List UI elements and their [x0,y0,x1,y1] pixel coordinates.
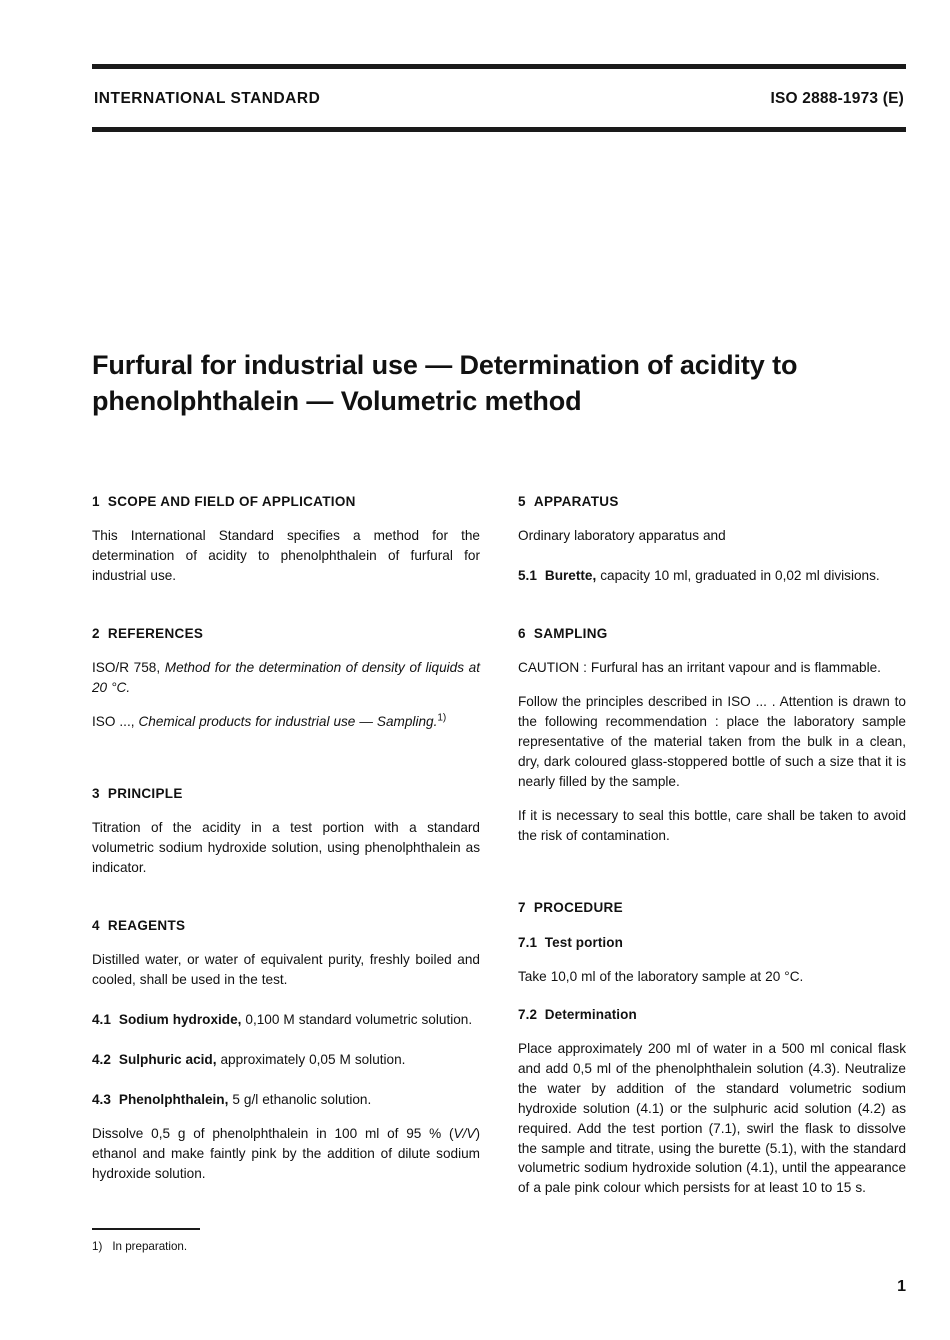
subsection-7-2-text: Place approximately 200 ml of water in a 500 ml conical flask and add 0,5 ml of the phenolphthalein solution (4.3). Neutralize the water by addition of the standard volumetric sodium hydroxide solution (4.1) or the sulphuric acid solution (4.2) as required. Add the test portion (7.1), swirl the flask to dissolve the sample and titrate, using the burette (5.1), with the standard volumetric sodium hydroxide solution (4.1), until the appearance of a pale pink colour which persists for at least 10 to 15 s. [518,1040,906,1196]
body-columns [92,494,906,1198]
page-title [92,348,832,420]
apparatus-5-1 [518,566,906,586]
reagent-4-3-number: 4.3 [92,1091,111,1107]
footnote-1-marker: 1) [92,1239,103,1253]
section-2-heading [92,626,480,641]
section-6-heading [518,626,906,641]
subsection-7-1-title: Test portion [544,934,623,950]
reference-1-code: ISO/R 758, [92,659,165,675]
reagent-4-3-text: 5 g/l ethanolic solution. [228,1091,372,1107]
section-5-intro: Ordinary laboratory apparatus and [518,528,726,543]
section-1-title: SCOPE AND FIELD OF APPLICATION [107,494,356,509]
reagent-4-3-label: Phenolphthalein, [118,1091,229,1107]
section-7-number: 7 [518,899,526,915]
standard-reference-number: ISO 2888-1973 (E) [770,90,904,107]
header-row [92,69,906,127]
section-7-title: PROCEDURE [533,899,623,915]
section-1-heading [92,494,480,509]
header-rule-bottom [92,127,906,132]
section-2-number: 2 [92,625,100,641]
section-5-heading [518,494,906,509]
section-3-title: PRINCIPLE [107,785,183,801]
reference-2-title: Chemical products for industrial use — Sampling. [138,713,438,729]
reagent-4-1-text: 0,100 M standard volumetric solution. [241,1011,473,1027]
subsection-7-1-heading [518,935,906,950]
reagent-4-2-label: Sulphuric acid, [118,1051,217,1067]
reagent-4-1 [92,1010,480,1030]
apparatus-5-1-text: capacity 10 ml, graduated in 0,02 ml divisions. [596,567,880,583]
section-6-title: SAMPLING [533,625,608,641]
reference-item-2 [92,712,480,732]
section-4-intro: Distilled water, or water of equivalent purity, freshly boiled and cooled, shall be used in the test. [92,951,480,987]
reference-item-1 [92,658,480,698]
section-1-paragraph: This International Standard specifies a method for the determination of acidity to phenolphthalein of furfural for industrial use. [92,528,480,583]
section-7-heading [518,900,906,915]
section-3-number: 3 [92,785,100,801]
section-4-number: 4 [92,917,100,933]
section-6-number: 6 [518,625,526,641]
section-3-heading [92,786,480,801]
reagent-4-2 [92,1050,480,1070]
left-column [92,494,480,1198]
page-title-line-2: phenolphthalein — Volumetric method [92,385,582,416]
section-4-title: REAGENTS [107,917,186,933]
standard-type-label: INTERNATIONAL STANDARD [94,90,321,107]
reference-1-title: Method for the determination of density of liquids at 20 °C. [92,659,480,695]
subsection-7-2-number: 7.2 [518,1006,538,1022]
footnote-block [92,1228,492,1254]
section-3-paragraph: Titration of the acidity in a test portion with a standard volumetric sodium hydroxide solution, using phenolphthalein as indicator. [92,819,480,875]
reagent-4-3-procedure-b: ) ethanol and make faintly pink by the addition of dilute sodium hydroxide solution. [92,1125,480,1181]
page-header [92,64,906,132]
footnote-marker-ref: 1) [437,712,447,724]
page-number: 1 [897,1278,906,1295]
subsection-7-2-title: Determination [544,1006,637,1022]
footnote-separator-rule [92,1228,200,1230]
apparatus-5-1-number: 5.1 [518,567,537,583]
subsection-7-1-number: 7.1 [518,934,538,950]
subsection-7-1-text: Take 10,0 ml of the laboratory sample at 20 °C. [518,968,804,984]
reagent-4-3-procedure-a: Dissolve 0,5 g of phenolphthalein in 100 ml of 95 % ( [92,1125,454,1141]
section-5-title: APPARATUS [533,494,619,509]
footnote-1 [92,1239,492,1254]
caution-note: CAUTION : Furfural has an irritant vapour and is flammable. [518,659,881,675]
section-2-title: REFERENCES [107,625,204,641]
section-6-paragraph-1: Follow the principles described in ISO ... . Attention is drawn to the following recommendation : place the laboratory sample representative of the material taken from the bulk in a clean, dry, dark coloured glass-stoppered bottle of such a size that it is nearly filled by the sample. [518,693,906,789]
subsection-7-2-heading [518,1007,906,1022]
reagent-4-3-procedure [92,1124,480,1184]
right-column [518,494,906,1198]
apparatus-5-1-label: Burette, [544,567,597,583]
reagent-4-2-text: approximately 0,05 M solution. [216,1051,406,1067]
section-1-number: 1 [92,494,100,509]
section-5-number: 5 [518,494,526,509]
reagent-4-1-number: 4.1 [92,1011,111,1027]
reagent-4-3-volume-ratio: V/V [453,1125,476,1141]
reagent-4-2-number: 4.2 [92,1051,111,1067]
reference-2-code: ISO ..., [92,713,139,729]
page-title-line-1: Furfural for industrial use — Determination of acidity to [92,350,798,381]
footnote-1-text: In preparation. [112,1239,188,1253]
reagent-4-3 [92,1090,480,1110]
reagent-4-1-label: Sodium hydroxide, [118,1011,242,1027]
section-4-heading [92,918,480,933]
section-6-paragraph-2: If it is necessary to seal this bottle, care shall be taken to avoid the risk of contamination. [518,807,906,843]
